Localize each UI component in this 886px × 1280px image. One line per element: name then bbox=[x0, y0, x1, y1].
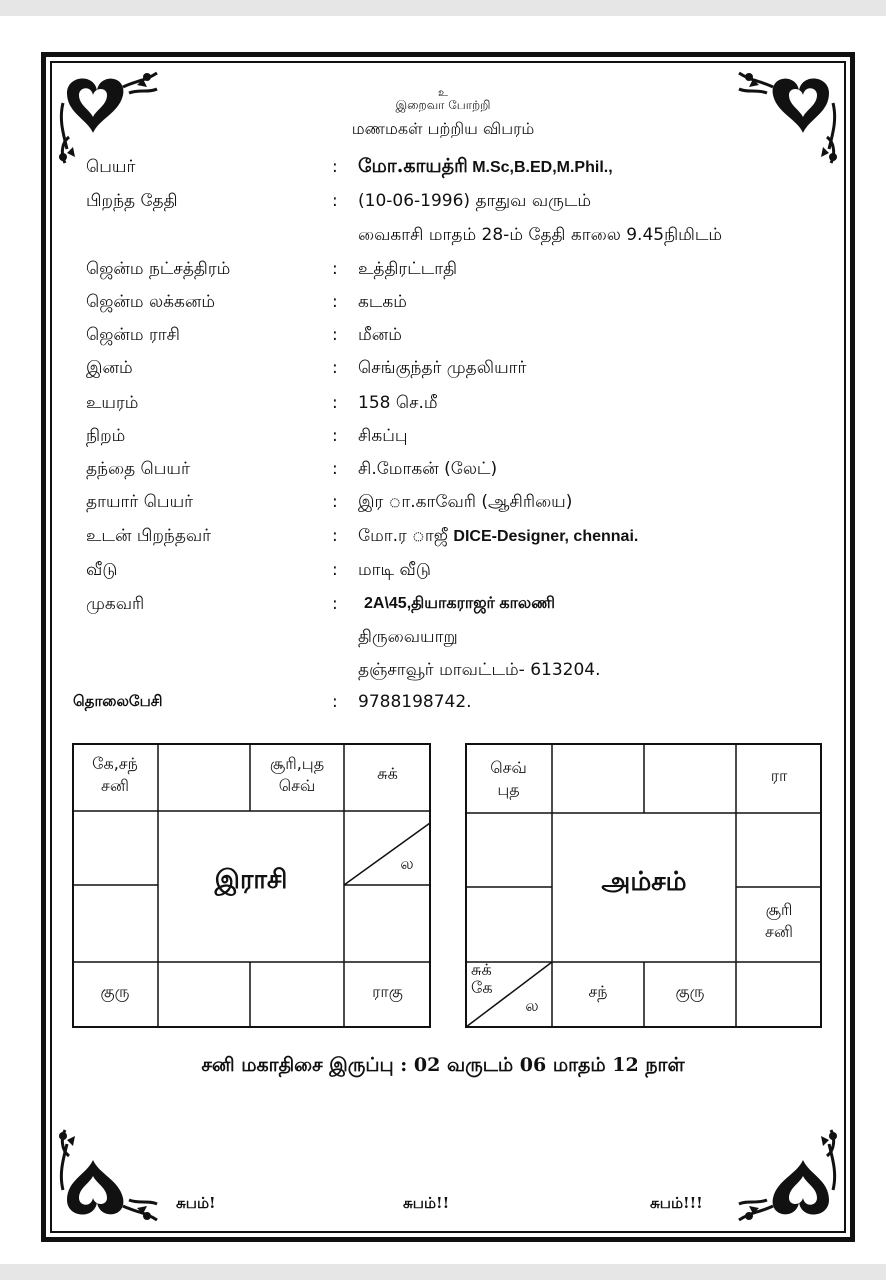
amsam-chart-title: அம்சம் bbox=[601, 867, 687, 897]
rasi-planets: செவ் bbox=[278, 776, 316, 795]
value-address-line3: தஞ்சாவூர் மாவட்டம்- 613204. bbox=[358, 660, 601, 680]
rasi-planets: கே,சந் bbox=[92, 754, 138, 773]
rasi-cell-1 bbox=[72, 753, 158, 797]
amsam-cell-4: ரா bbox=[770, 766, 788, 785]
value-dob-time: வைகாசி மாதம் 28-ம் தேதி காலை 9.45நிமிடம் bbox=[358, 225, 723, 245]
page-title: மணமகள் பற்றிய விபரம் bbox=[351, 119, 535, 138]
value-height: 158 செ.மீ bbox=[358, 393, 438, 413]
label-complexion: நிறம் bbox=[86, 426, 126, 446]
label-father: தந்தை பெயர் bbox=[86, 459, 190, 479]
pillaiyar-suzhi: உ bbox=[438, 86, 448, 99]
value-phone: 9788198742. bbox=[358, 692, 472, 712]
corner-ornament-bottom-right bbox=[733, 1120, 843, 1230]
value-rasi: மீனம் bbox=[358, 325, 402, 345]
label-phone: தொலைபேசி bbox=[73, 692, 163, 710]
colon: : bbox=[332, 393, 338, 413]
colon: : bbox=[332, 325, 338, 345]
amsam-cell-10 bbox=[471, 961, 511, 997]
value-address-line1: 2A\45,தியாகராஜர் காலணி bbox=[364, 595, 556, 612]
amsam-planets: சனி bbox=[765, 922, 793, 941]
amsam-cell-9: சந் bbox=[588, 982, 608, 1001]
label-lagna: ஜென்ம லக்கனம் bbox=[86, 292, 216, 312]
label-name: பெயர் bbox=[86, 157, 136, 177]
colon: : bbox=[332, 560, 338, 580]
rasi-cell-10: குரு bbox=[100, 982, 130, 1001]
value-star: உத்திரட்டாதி bbox=[358, 259, 458, 279]
amsam-chart bbox=[465, 743, 822, 1028]
invocation: இறைவா போற்றி bbox=[395, 98, 491, 112]
value-sibling bbox=[358, 526, 638, 548]
value-address-line2: திருவையாறு bbox=[358, 627, 458, 647]
label-sibling: உடன் பிறந்தவர் bbox=[86, 526, 212, 546]
value-dob: (10-06-1996) தாதுவ வருடம் bbox=[358, 191, 592, 211]
subam-1: சுபம்! bbox=[176, 1194, 216, 1212]
label-mother: தாயார் பெயர் bbox=[86, 492, 194, 512]
rasi-lagna: ல bbox=[400, 854, 414, 873]
bride-qualification: M.Sc,B.ED,M.Phil., bbox=[467, 159, 613, 176]
rasi-chart-title: இராசி bbox=[214, 865, 288, 895]
colon: : bbox=[332, 492, 338, 512]
label-address: முகவரி bbox=[86, 594, 145, 614]
amsam-planets: சூரி bbox=[765, 900, 793, 919]
rasi-cell-3 bbox=[250, 753, 344, 797]
colon: : bbox=[332, 594, 338, 614]
label-dob: பிறந்த தேதி bbox=[86, 191, 178, 211]
subam-2: சுபம்!! bbox=[403, 1194, 450, 1212]
rasi-planets: சூரி,புத bbox=[269, 754, 325, 773]
bride-name: மோ.காயத்ரி bbox=[358, 155, 468, 177]
value-name bbox=[358, 155, 613, 180]
value-house: மாடி வீடு bbox=[358, 560, 431, 580]
amsam-cell-6 bbox=[736, 899, 822, 943]
colon: : bbox=[332, 259, 338, 279]
amsam-cell-8: குரு bbox=[675, 982, 705, 1001]
colon: : bbox=[332, 426, 338, 446]
value-mother: இர ா.காவேரி (ஆசிரியை) bbox=[358, 492, 573, 512]
colon: : bbox=[332, 358, 338, 378]
colon: : bbox=[332, 692, 338, 712]
corner-ornament-top-right bbox=[733, 63, 843, 173]
value-father: சி.மோகன் (லேட்) bbox=[358, 459, 498, 479]
value-community: செங்குந்தர் முதலியார் bbox=[358, 358, 527, 378]
rasi-cell-4: சுக் bbox=[377, 764, 398, 783]
subam-3: சுபம்!!! bbox=[650, 1194, 703, 1212]
amsam-lagna: ல bbox=[525, 996, 539, 1015]
amsam-planets: செவ் bbox=[490, 758, 527, 777]
value-lagna: கடகம் bbox=[358, 292, 407, 312]
rasi-chart bbox=[72, 743, 431, 1028]
amsam-planets: சுக் bbox=[471, 960, 492, 979]
label-house: வீடு bbox=[86, 560, 118, 580]
amsam-cell-1 bbox=[465, 757, 552, 801]
label-star: ஜென்ம நட்சத்திரம் bbox=[86, 259, 231, 279]
label-rasi: ஜென்ம ராசி bbox=[86, 325, 180, 345]
colon: : bbox=[332, 459, 338, 479]
colon: : bbox=[332, 292, 338, 312]
amsam-planets: கே bbox=[471, 978, 493, 997]
dasa-balance: சனி மகாதிசை இருப்பு : 02 வருடம் 06 மாதம் 12 நாள் bbox=[201, 1054, 685, 1076]
value-complexion: சிகப்பு bbox=[358, 426, 408, 446]
colon: : bbox=[332, 526, 338, 546]
sibling-name: மோ.ர ாஜீ bbox=[358, 526, 454, 546]
colon: : bbox=[332, 157, 338, 177]
rasi-cell-7: ராகு bbox=[372, 982, 403, 1001]
sibling-occupation: DICE-Designer, chennai. bbox=[453, 528, 639, 545]
corner-ornament-bottom-left bbox=[53, 1120, 163, 1230]
rasi-planets: சனி bbox=[101, 776, 129, 795]
label-community: இனம் bbox=[86, 358, 133, 378]
amsam-planets: புத bbox=[497, 780, 520, 799]
colon: : bbox=[332, 191, 338, 211]
label-height: உயரம் bbox=[86, 393, 139, 413]
